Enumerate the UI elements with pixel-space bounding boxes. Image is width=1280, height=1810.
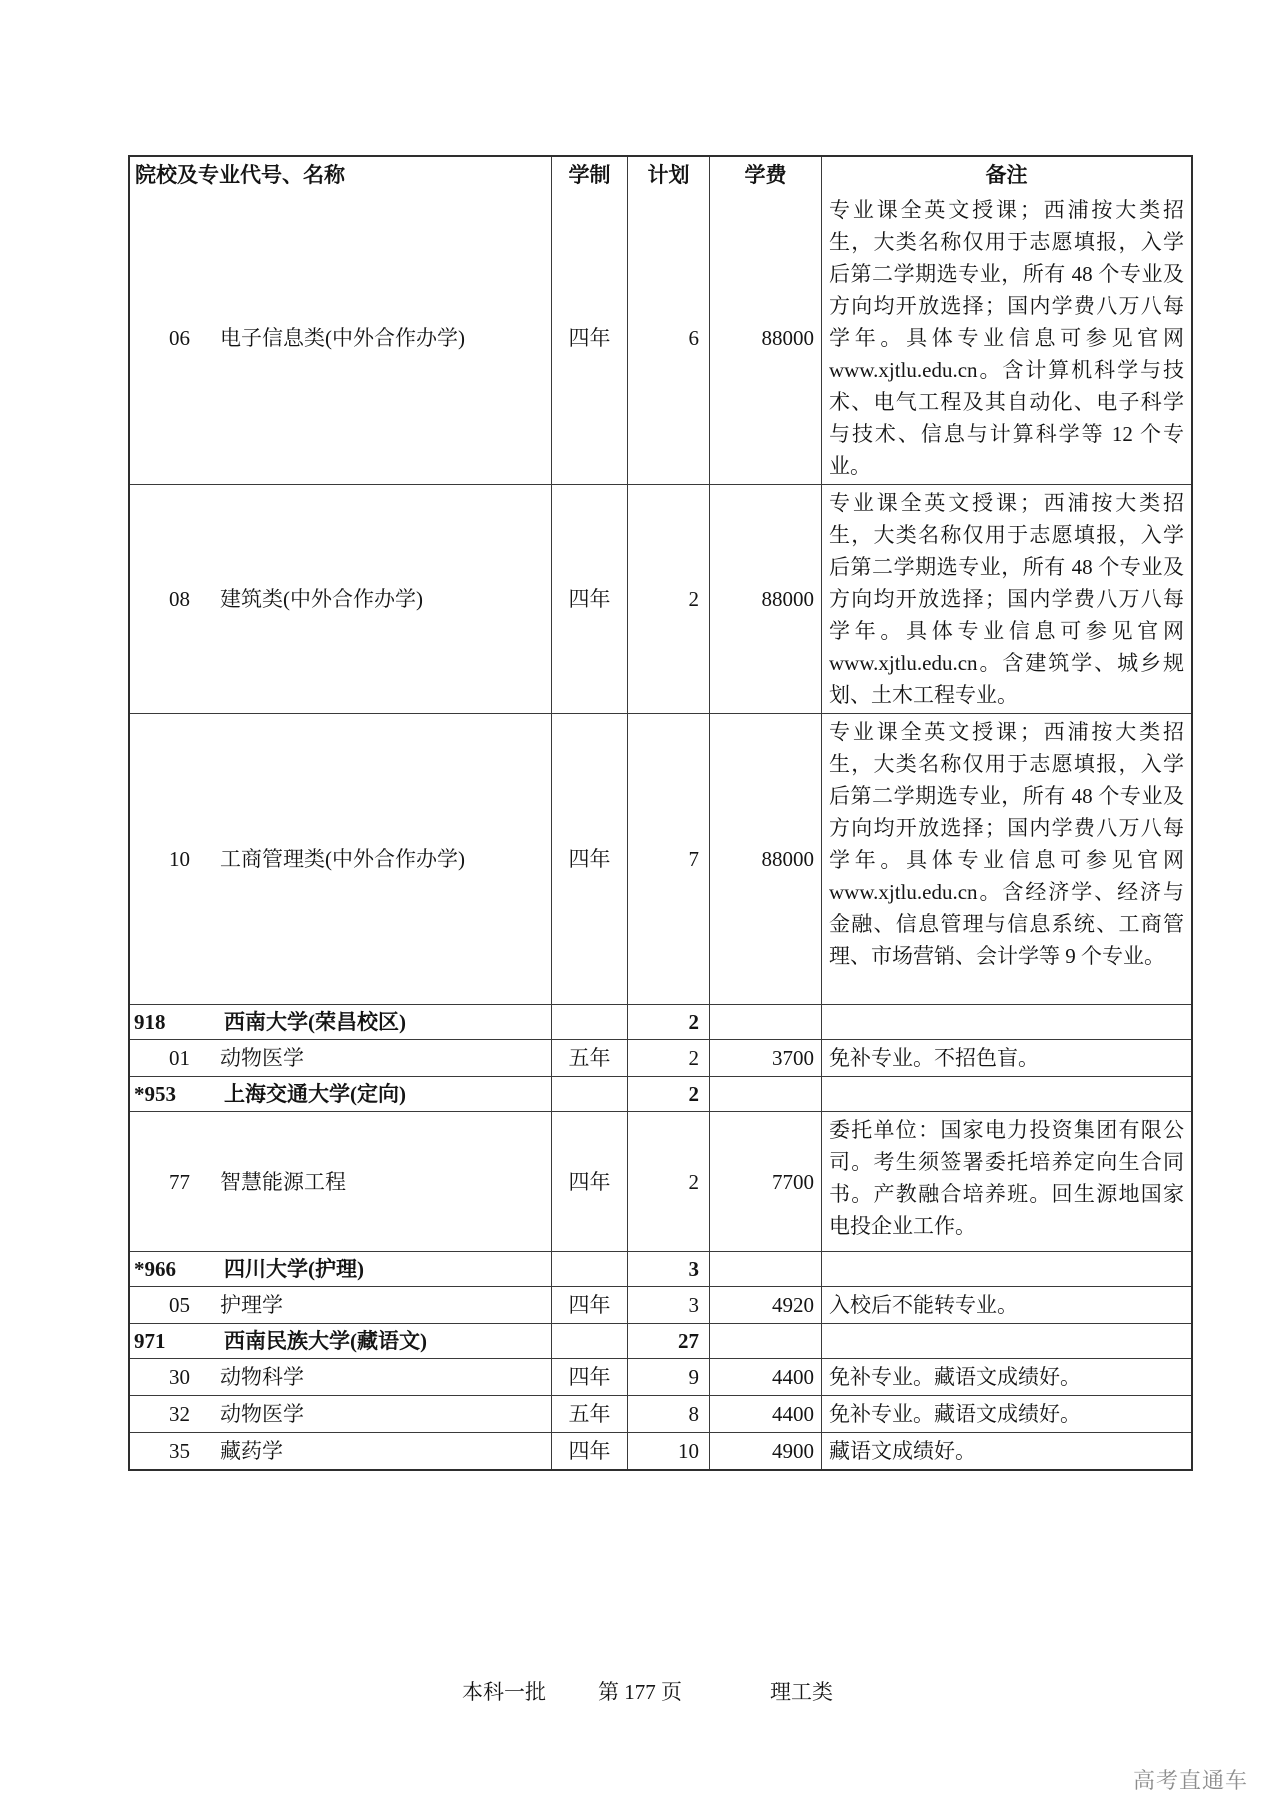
name-text: 藏药学 <box>220 1439 283 1463</box>
cell-tuition: 4400 <box>710 1359 822 1395</box>
cell-tuition <box>710 1324 822 1358</box>
table-row <box>130 1286 1191 1323</box>
name-text: 护理学 <box>220 1293 283 1317</box>
cell-remark: 专业课全英文授课；西浦按大类招生，大类名称仅用于志愿填报，入学后第二学期选专业，所有 48 个专业及方向均开放选择；国内学费八万八每学年。具体专业信息可参见官网www.xjtlu.edu.cn。含计算机科学与技术、电气工程及其自动化、电子科学与技术、信息与计算科学等 12 个专业。 <box>829 198 1184 478</box>
cell-plan: 7 <box>628 714 710 1004</box>
name-text: 西南大学(荣昌校区) <box>224 1010 406 1034</box>
header-remark: 备注 <box>985 162 1028 187</box>
cell-remark: 免补专业。藏语文成绩好。 <box>829 1365 1081 1389</box>
name-text: 四川大学(护理) <box>224 1257 364 1281</box>
cell-tuition: 88000 <box>710 192 822 484</box>
cell-remark: 入校后不能转专业。 <box>829 1293 1018 1317</box>
name-text: 动物医学 <box>220 1046 304 1070</box>
header-tuition: 学费 <box>710 157 822 192</box>
cell-remark: 专业课全英文授课；西浦按大类招生，大类名称仅用于志愿填报，入学后第二学期选专业，所有 48 个专业及方向均开放选择；国内学费八万八每学年。具体专业信息可参见官网www.xjtlu.edu.cn。含建筑学、城乡规划、土木工程专业。 <box>829 491 1184 707</box>
cell-institution-major <box>130 1112 552 1251</box>
cell-plan: 2 <box>628 1112 710 1251</box>
cell-institution-major <box>130 485 552 713</box>
code-text: 77 <box>169 1169 190 1194</box>
admission-plan-table <box>128 155 1193 1471</box>
cell-duration: 四年 <box>552 1359 628 1395</box>
cell-plan: 9 <box>628 1359 710 1395</box>
code-text: 32 <box>169 1402 190 1426</box>
cell-plan: 27 <box>628 1324 710 1358</box>
cell-institution-major <box>130 1359 552 1395</box>
table-body <box>130 192 1191 1469</box>
name-text: 西南民族大学(藏语文) <box>224 1329 427 1353</box>
cell-duration <box>552 1077 628 1111</box>
table-row <box>130 1432 1191 1469</box>
cell-remark: 专业课全英文授课；西浦按大类招生，大类名称仅用于志愿填报，入学后第二学期选专业，所有 48 个专业及方向均开放选择；国内学费八万八每学年。具体专业信息可参见官网www.xjtlu.edu.cn。含经济学、经济与金融、信息管理与信息系统、工商管理、市场营销、会计学等 9 个专业。 <box>829 720 1184 968</box>
cell-remark: 藏语文成绩好。 <box>829 1439 976 1463</box>
cell-duration: 四年 <box>552 1433 628 1469</box>
cell-remark <box>822 1324 1191 1358</box>
code-text: *953 <box>134 1082 176 1106</box>
cell-tuition <box>710 1077 822 1111</box>
cell-tuition: 4900 <box>710 1433 822 1469</box>
cell-duration: 四年 <box>552 485 628 713</box>
cell-plan: 8 <box>628 1396 710 1432</box>
code-text: 35 <box>169 1439 190 1463</box>
cell-remark: 免补专业。藏语文成绩好。 <box>829 1402 1081 1426</box>
cell-duration <box>552 1252 628 1286</box>
code-text: 05 <box>169 1293 190 1317</box>
cell-remark: 免补专业。不招色盲。 <box>829 1046 1039 1070</box>
cell-plan: 2 <box>628 485 710 713</box>
cell-duration <box>552 1324 628 1358</box>
table-row <box>130 1076 1191 1111</box>
cell-remark <box>822 1077 1191 1111</box>
cell-duration: 四年 <box>552 192 628 484</box>
table-row <box>130 1395 1191 1432</box>
cell-institution-major <box>130 1287 552 1323</box>
cell-tuition: 3700 <box>710 1040 822 1076</box>
code-text: 06 <box>169 326 190 350</box>
cell-tuition <box>710 1005 822 1039</box>
name-text: 动物医学 <box>220 1402 304 1426</box>
name-text: 智慧能源工程 <box>220 1169 346 1194</box>
cell-tuition: 88000 <box>710 485 822 713</box>
code-text: *966 <box>134 1257 176 1281</box>
cell-institution-major <box>130 1252 552 1286</box>
header-duration: 学制 <box>552 157 628 192</box>
table-row <box>130 1358 1191 1395</box>
cell-institution-major <box>130 1433 552 1469</box>
cell-duration: 四年 <box>552 1287 628 1323</box>
watermark: 高考直通车 <box>1133 1768 1249 1793</box>
table-row <box>130 713 1191 1004</box>
cell-plan: 3 <box>628 1287 710 1323</box>
code-text: 10 <box>169 847 190 871</box>
cell-plan: 6 <box>628 192 710 484</box>
cell-plan: 2 <box>628 1077 710 1111</box>
footer-batch: 本科一批 <box>462 1680 546 1704</box>
name-text: 建筑类(中外合作办学) <box>220 587 423 611</box>
table-row <box>130 1251 1191 1286</box>
table-row <box>130 1039 1191 1076</box>
table-row <box>130 1004 1191 1039</box>
cell-institution-major <box>130 1040 552 1076</box>
cell-remark <box>822 1005 1191 1039</box>
cell-institution-major <box>130 1005 552 1039</box>
cell-tuition <box>710 1252 822 1286</box>
cell-duration <box>552 1005 628 1039</box>
page-footer <box>0 1676 1280 1706</box>
code-text: 30 <box>169 1365 190 1389</box>
name-text: 工商管理类(中外合作办学) <box>220 847 465 871</box>
cell-plan: 2 <box>628 1005 710 1039</box>
table-row <box>130 1323 1191 1358</box>
cell-tuition: 4920 <box>710 1287 822 1323</box>
name-text: 电子信息类(中外合作办学) <box>220 326 465 350</box>
cell-institution-major <box>130 1077 552 1111</box>
header-plan: 计划 <box>628 157 710 192</box>
cell-institution-major <box>130 1324 552 1358</box>
cell-tuition: 88000 <box>710 714 822 1004</box>
code-text: 971 <box>134 1329 166 1353</box>
table-row <box>130 192 1191 484</box>
cell-institution-major <box>130 1396 552 1432</box>
cell-duration: 四年 <box>552 1112 628 1251</box>
cell-plan: 3 <box>628 1252 710 1286</box>
cell-duration: 五年 <box>552 1040 628 1076</box>
cell-duration: 五年 <box>552 1396 628 1432</box>
header-institution-major: 院校及专业代号、名称 <box>130 157 552 192</box>
table-row <box>130 484 1191 713</box>
cell-tuition: 7700 <box>710 1112 822 1251</box>
cell-institution-major <box>130 192 552 484</box>
footer-page-number: 第 177 页 <box>598 1680 682 1704</box>
footer-category: 理工类 <box>770 1680 833 1704</box>
name-text: 上海交通大学(定向) <box>224 1082 406 1106</box>
cell-duration: 四年 <box>552 714 628 1004</box>
code-text: 01 <box>169 1046 190 1070</box>
code-text: 918 <box>134 1010 166 1034</box>
table-header <box>130 157 1191 192</box>
name-text: 动物科学 <box>220 1365 304 1389</box>
cell-plan: 2 <box>628 1040 710 1076</box>
table-row <box>130 1111 1191 1251</box>
cell-plan: 10 <box>628 1433 710 1469</box>
cell-remark: 委托单位：国家电力投资集团有限公司。考生须签署委托培养定向生合同书。产教融合培养班。回生源地国家电投企业工作。 <box>829 1118 1184 1238</box>
cell-institution-major <box>130 714 552 1004</box>
cell-tuition: 4400 <box>710 1396 822 1432</box>
code-text: 08 <box>169 587 190 611</box>
cell-remark <box>822 1252 1191 1286</box>
